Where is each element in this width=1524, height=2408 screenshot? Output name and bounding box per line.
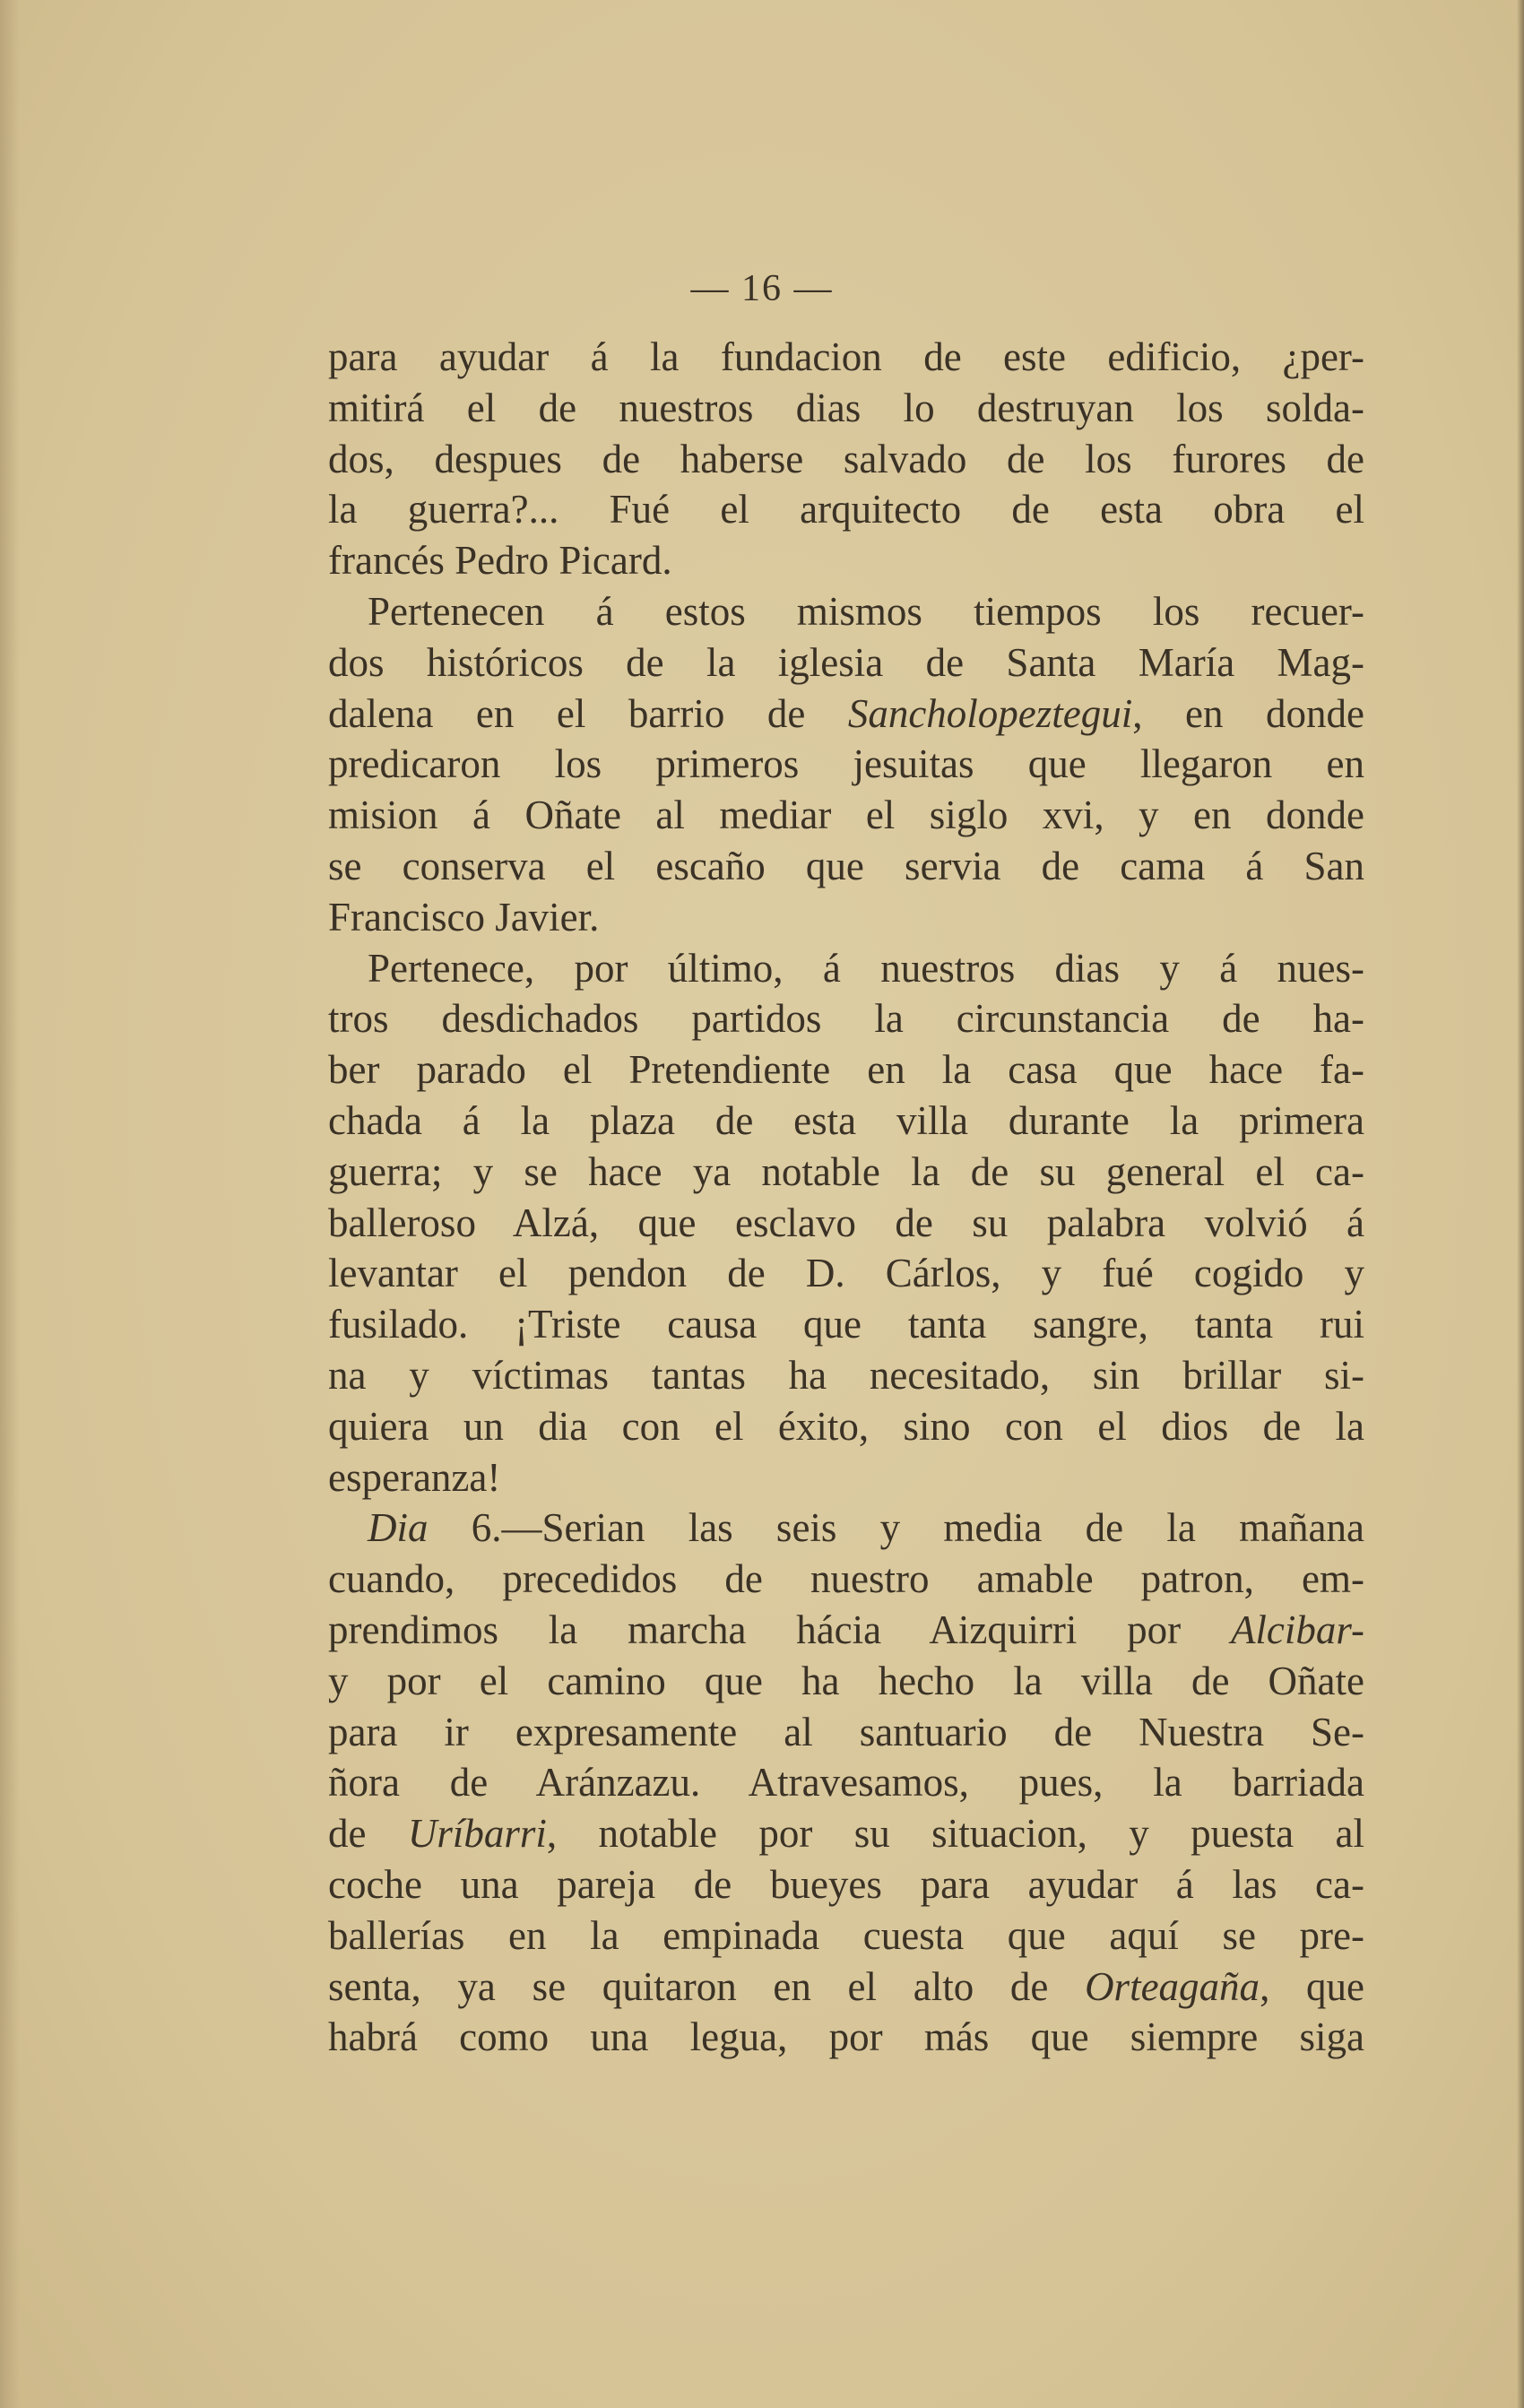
italic-term: Sancholopeztegui	[847, 690, 1133, 736]
text-line: ballerías en la empinada cuesta que aquí se pre-	[328, 1912, 1364, 1958]
text-line: para ayudar á la fundacion de este edificio, ¿per-	[328, 334, 1364, 379]
italic-term: Dia	[368, 1505, 429, 1551]
text-line: levantar el pendon de D. Cárlos, y fué cogido y	[328, 1251, 1364, 1296]
text-line: ber parado el Pretendiente en la casa que hace fa-	[328, 1047, 1364, 1093]
text-line: guerra; y se hace ya notable la de su general el ca-	[328, 1148, 1364, 1194]
text-line: francés Pedro Picard.	[328, 538, 672, 584]
text-line: na y víctimas tantas ha necesitado, sin brillar si-	[328, 1352, 1364, 1398]
text-line: Francisco Javier.	[328, 894, 600, 940]
text-line: coche una pareja de bueyes para ayudar á las ca-	[328, 1861, 1364, 1907]
italic-term: Uríbarri	[407, 1811, 547, 1857]
text-line: senta, ya se quitaron en el alto de Orteagaña, que	[328, 1963, 1364, 2009]
text-line: ñora de Aránzazu. Atravesamos, pues, la barriada	[328, 1760, 1364, 1806]
page-edge-right	[1517, 0, 1524, 2408]
paragraph	[328, 1503, 1364, 2063]
page-number: — 16 —	[690, 268, 834, 309]
text-line: habrá como una legua, por más que siempre siga	[328, 2014, 1364, 2060]
text-line: cuando, precedidos de nuestro amable patron, em-	[328, 1556, 1364, 1602]
text-line: chada á la plaza de esta villa durante la primera	[328, 1097, 1364, 1143]
text-line: se conserva el escaño que servia de cama á San	[328, 843, 1364, 888]
text-line: fusilado. ¡Triste causa que tanta sangre, tanta rui	[328, 1302, 1364, 1347]
paragraph	[328, 332, 1364, 586]
text-line: y por el camino que ha hecho la villa de Oñate	[328, 1658, 1364, 1703]
text-line: predicaron los primeros jesuitas que llegaron en	[328, 741, 1364, 787]
italic-term: Alcibar-	[1230, 1607, 1364, 1652]
text-line: dos, despues de haberse salvado de los furores de	[328, 436, 1364, 481]
text-line: prendimos la marcha hácia Aizquirri por Alcibar-	[328, 1607, 1364, 1652]
text-line: para ir expresamente al santuario de Nuestra Se-	[328, 1709, 1364, 1754]
text-line: quiera un dia con el éxito, sino con el dios de la	[328, 1403, 1364, 1449]
text-line: mision á Oñate al mediar el siglo xvi, y en donde	[328, 793, 1364, 838]
text-line: tros desdichados partidos la circunstancia de ha-	[328, 996, 1364, 1042]
italic-term: Orteagaña	[1085, 1963, 1260, 2009]
text-line: dos históricos de la iglesia de Santa María Mag-	[328, 639, 1364, 685]
text-line: Pertenecen á estos mismos tiempos los recuer-	[368, 588, 1364, 634]
text-line: la guerra?... Fué el arquitecto de esta obra el	[328, 487, 1364, 533]
paragraph	[328, 586, 1364, 943]
text-line: de Uríbarri, notable por su situacion, y puesta al	[328, 1811, 1364, 1857]
body-text	[328, 332, 1364, 2063]
paragraph	[328, 943, 1364, 1503]
text-line: Dia 6.—Serian las seis y media de la mañana	[368, 1505, 1364, 1551]
text-line: mitirá el de nuestros dias lo destruyan los solda-	[328, 385, 1364, 430]
text-line: balleroso Alzá, que esclavo de su palabra volvió á	[328, 1200, 1364, 1245]
text-line: esperanza!	[328, 1454, 501, 1500]
page-edge-left	[0, 0, 20, 2408]
text-line: dalena en el barrio de Sancholopeztegui, en donde	[328, 690, 1364, 736]
text-line: Pertenece, por último, á nuestros dias y á nues-	[368, 945, 1364, 991]
